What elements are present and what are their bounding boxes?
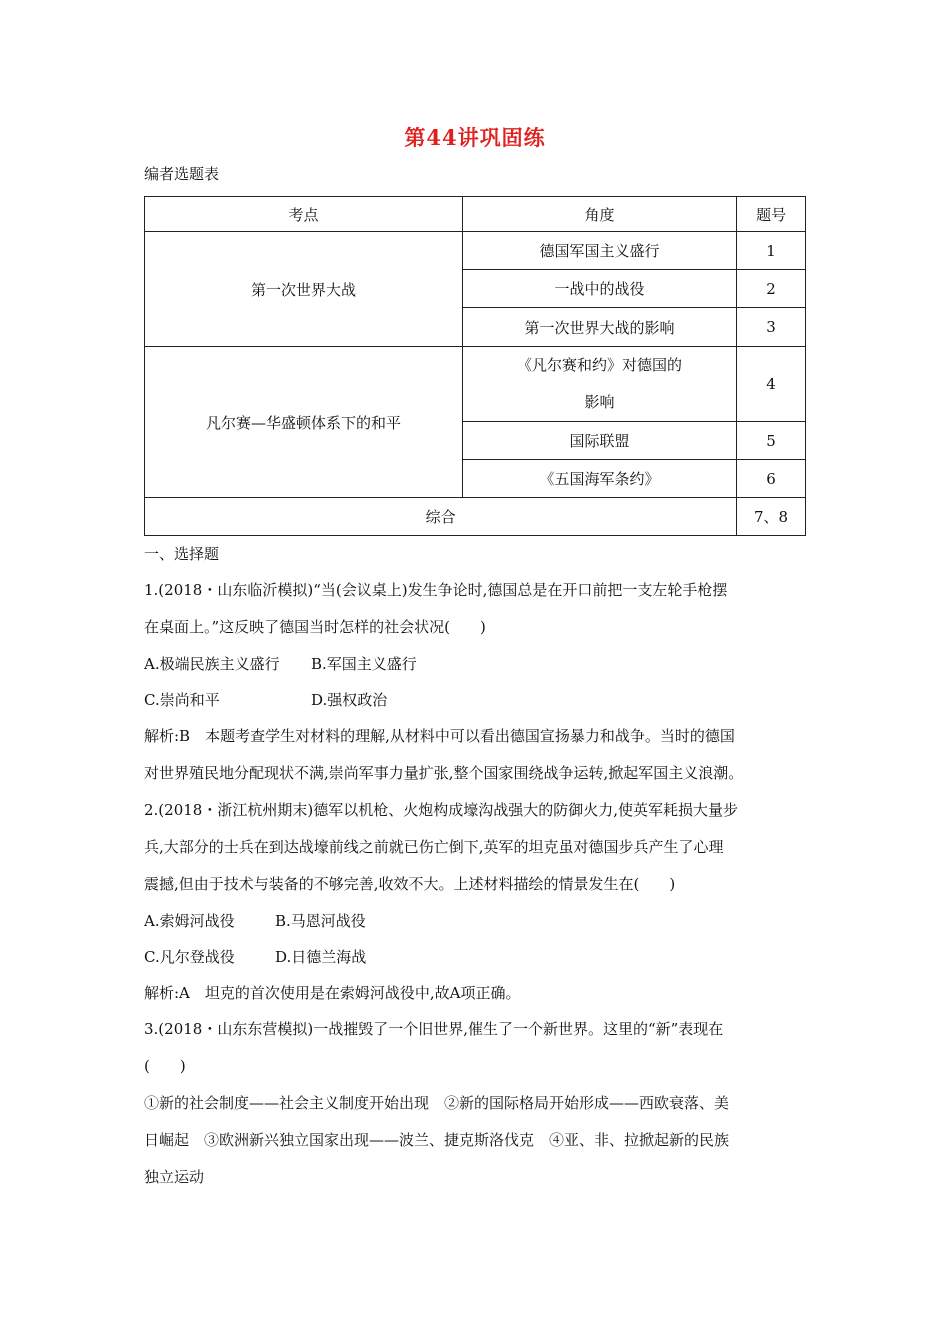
topic-selection-table [144, 196, 806, 536]
question-2-options-row [144, 903, 812, 939]
option-c: C.崇尚和平 [144, 691, 220, 709]
question-1-options-row [144, 646, 812, 682]
question-2-analysis: 解析:A 坦克的首次使用是在索姆河战役中,故A项正确。 [144, 984, 521, 1002]
angle-line: 《凡尔赛和约》对德国的 [517, 356, 683, 374]
angle-cell: 第一次世界大战的影响 [462, 308, 736, 347]
question-body [144, 536, 812, 1196]
number-cell: 4 [737, 347, 806, 422]
option-c: C.凡尔登战役 [144, 948, 235, 966]
question-3-statement: ①新的社会制度——社会主义制度开始出现 ②新的国际格局开始形成——西欧衰落、美 [144, 1094, 730, 1112]
option-b: B.马恩河战役 [275, 912, 366, 930]
table-row [145, 232, 806, 270]
question-1-text: 1.(2018・山东临沂模拟)“当(会议桌上)发生争论时,德国总是在开口前把一支左轮手枪摆 [144, 581, 728, 599]
option-d: D.强权政治 [311, 691, 388, 709]
option-a: A.极端民族主义盛行 [144, 655, 280, 673]
angle-cell: 《五国海军条约》 [462, 460, 736, 498]
page-title: 第44讲巩固练 [404, 125, 546, 150]
angle-cell: 德国军国主义盛行 [462, 232, 736, 270]
header-angle: 角度 [462, 197, 736, 232]
question-3-text: ( ) [144, 1057, 186, 1075]
table-caption: 编者选题表 [144, 165, 220, 183]
angle-line: 影响 [584, 393, 615, 411]
option-b: B.军国主义盛行 [311, 655, 417, 673]
table-row [145, 347, 806, 422]
question-1-analysis: 对世界殖民地分配现状不满,崇尚军事力量扩张,整个国家围绕战争运转,掀起军国主义浪潮。 [144, 764, 744, 782]
table-summary-row [145, 498, 806, 536]
question-2-options-row [144, 939, 812, 975]
question-2-text: 震撼,但由于技术与装备的不够完善,收效不大。上述材料描绘的情景发生在( ) [144, 875, 676, 893]
section-heading: 一、选择题 [144, 545, 220, 563]
question-3-text: 3.(2018・山东东营模拟)一战摧毁了一个旧世界,催生了一个新世界。这里的“新”表现在 [144, 1020, 724, 1038]
number-cell: 2 [737, 270, 806, 308]
summary-number: 7、8 [737, 498, 806, 536]
table-header-row [145, 197, 806, 232]
angle-cell [462, 347, 736, 422]
header-number: 题号 [737, 197, 806, 232]
question-1-text: 在桌面上。”这反映了德国当时怎样的社会状况( ) [144, 618, 486, 636]
header-topic: 考点 [145, 197, 463, 232]
angle-cell: 一战中的战役 [462, 270, 736, 308]
topic-cell: 凡尔赛—华盛顿体系下的和平 [145, 347, 463, 498]
option-d: D.日德兰海战 [275, 948, 367, 966]
number-cell: 5 [737, 422, 806, 460]
question-2-text: 2.(2018・浙江杭州期末)德军以机枪、火炮构成壕沟战强大的防御火力,使英军耗损大量步 [144, 801, 738, 819]
option-a: A.索姆河战役 [144, 912, 235, 930]
angle-cell: 国际联盟 [462, 422, 736, 460]
question-3-statement: 独立运动 [144, 1168, 205, 1186]
number-cell: 3 [737, 308, 806, 347]
question-2-text: 兵,大部分的士兵在到达战壕前线之前就已伤亡倒下,英军的坦克虽对德国步兵产生了心理 [144, 838, 724, 856]
number-cell: 6 [737, 460, 806, 498]
question-1-options-row [144, 682, 812, 718]
number-cell: 1 [737, 232, 806, 270]
question-3-statement: 日崛起 ③欧洲新兴独立国家出现——波兰、捷克斯洛伐克 ④亚、非、拉掀起新的民族 [144, 1131, 730, 1149]
question-1-analysis: 解析:B 本题考查学生对材料的理解,从材料中可以看出德国宣扬暴力和战争。当时的德国 [144, 727, 735, 745]
topic-cell: 第一次世界大战 [145, 232, 463, 347]
summary-label: 综合 [145, 498, 737, 536]
